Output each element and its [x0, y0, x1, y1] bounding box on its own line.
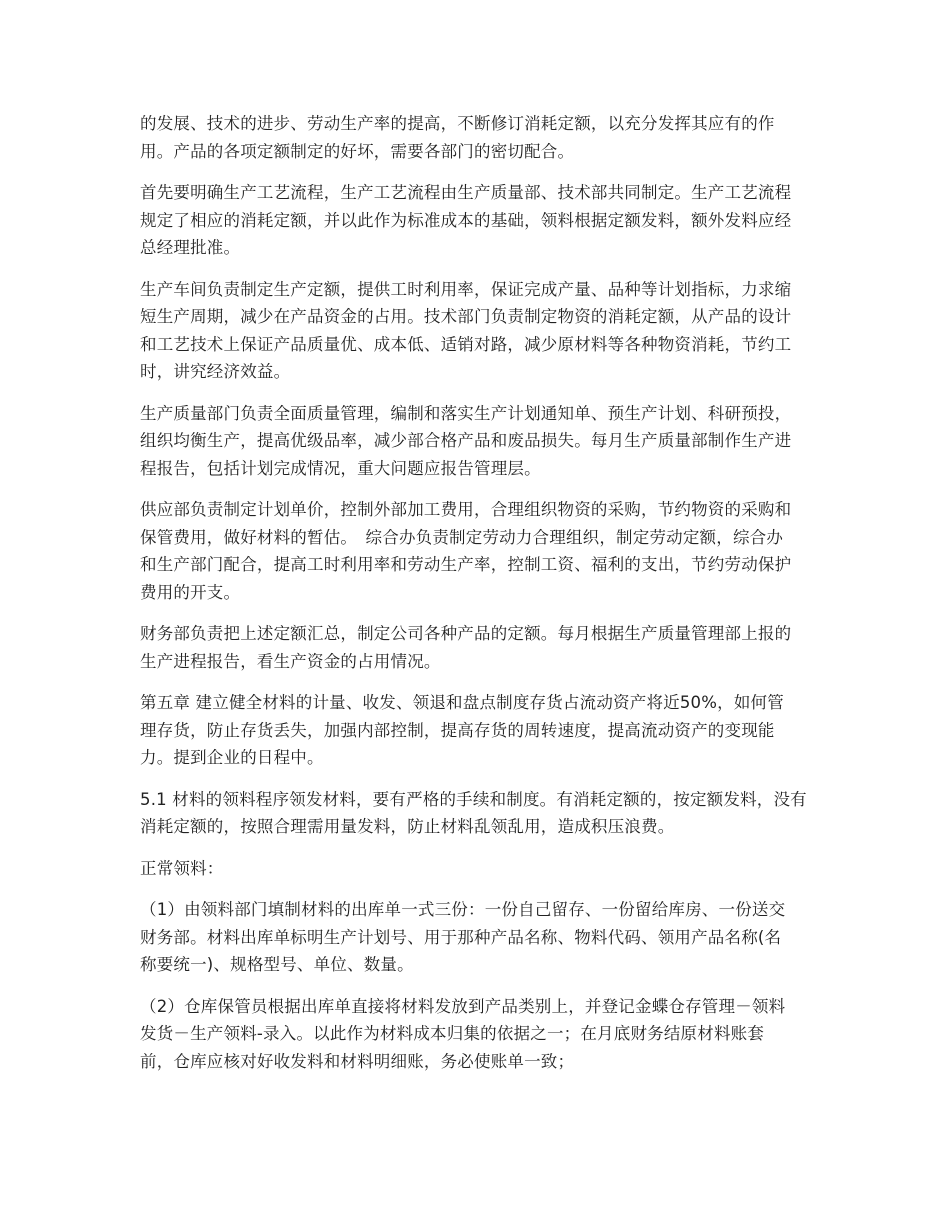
text-line: 5.1 材料的领料程序领发材料，要有严格的手续和制度。有消耗定额的，按定额发料，没有	[140, 789, 807, 809]
paragraph-workshop-duties	[140, 276, 820, 386]
document-page	[140, 110, 820, 1089]
paragraph-process-flow	[140, 179, 820, 262]
paragraph-quota-revision	[140, 110, 820, 165]
text-line: 消耗定额的，按照合理需用量发料，防止材料乱领乱用，造成积压浪费。	[140, 817, 675, 836]
text-line: 的发展、技术的进步、劳动生产率的提高，不断修订消耗定额，以充分发挥其应有的作	[140, 114, 775, 133]
text-line: 力。提到企业的日程中。	[140, 748, 324, 767]
text-line: 财务部负责把上述定额汇总，制定公司各种产品的定额。每月根据生产质量管理部上报的	[140, 624, 792, 643]
text-line: 生产车间负责制定生产定额，提供工时利用率，保证完成产量、品种等计划指标，力求缩	[140, 279, 792, 299]
paragraph-normal-requisition	[140, 855, 820, 883]
text-line: 生产质量部门负责全面质量管理，编制和落实生产计划通知单、预生产计划、科研预投，	[140, 403, 792, 423]
text-line: 首先要明确生产工艺流程，生产工艺流程由生产质量部、技术部共同制定。生产工艺流程	[140, 183, 792, 202]
paragraph-step-2	[140, 993, 820, 1076]
text-line: （1）由领料部门填制材料的出库单一式三份：一份自己留存、一份留给库房、一份送交	[140, 900, 786, 919]
text-line: 正常领料：	[140, 858, 224, 878]
text-line: 组织均衡生产，提高优级品率，减少部合格产品和废品损失。每月生产质量部制作生产进	[140, 431, 792, 450]
text-line: 用。产品的各项定额制定的好坏，需要各部门的密切配合。	[140, 141, 575, 161]
text-line: 时，讲究经济效益。	[140, 362, 291, 381]
paragraph-finance-dept	[140, 620, 820, 675]
paragraph-quality-dept	[140, 400, 820, 483]
text-line: 第五章 建立健全材料的计量、收发、领退和盘点制度存货占流动资产将近50%，如何管	[140, 693, 784, 712]
text-line: （2）仓库保管员根据出库单直接将材料发放到产品类别上，并登记金蝶仓存管理－领料	[140, 996, 786, 1016]
text-line: 保管费用，做好材料的暂估。 综合办负责制定劳动力合理组织，制定劳动定额，综合办	[140, 527, 784, 547]
paragraph-supply-dept	[140, 496, 820, 606]
text-line: 和工艺技术上保证产品质量优、成本低、适销对路，减少原材料等各种物资消耗，节约工	[140, 334, 792, 354]
text-line: 发货－生产领料-录入。以此作为材料成本归集的依据之一；在月底财务结原材料账套	[140, 1024, 765, 1043]
text-line: 短生产周期，减少在产品资金的占用。技术部门负责制定物资的消耗定额，从产品的设计	[140, 307, 792, 326]
paragraph-section-5-1	[140, 786, 820, 841]
paragraph-chapter-five	[140, 689, 820, 772]
text-line: 总经理批准。	[140, 238, 241, 257]
text-line: 和生产部门配合，提高工时利用率和劳动生产率，控制工资、福利的支出，节约劳动保护	[140, 555, 792, 574]
text-line: 程报告，包括计划完成情况，重大问题应报告管理层。	[140, 458, 541, 478]
text-line: 规定了相应的消耗定额，并以此作为标准成本的基础，领料根据定额发料，额外发料应经	[140, 210, 792, 230]
text-line: 生产进程报告，看生产资金的占用情况。	[140, 651, 441, 671]
text-line: 称要统一)、规格型号、单位、数量。	[140, 955, 414, 974]
text-line: 供应部负责制定计划单价，控制外部加工费用，合理组织物资的采购，节约物资的采购和	[140, 500, 792, 519]
text-line: 前，仓库应核对好收发料和材料明细账，务必使账单一致；	[140, 1051, 575, 1071]
paragraph-step-1	[140, 896, 820, 979]
text-line: 理存货，防止存货丢失，加强内部控制，提高存货的周转速度，提高流动资产的变现能	[140, 720, 775, 740]
text-line: 财务部。材料出库单标明生产计划号、用于那种产品名称、物料代码、领用产品名称(名	[140, 927, 782, 947]
text-line: 费用的开支。	[140, 582, 241, 602]
